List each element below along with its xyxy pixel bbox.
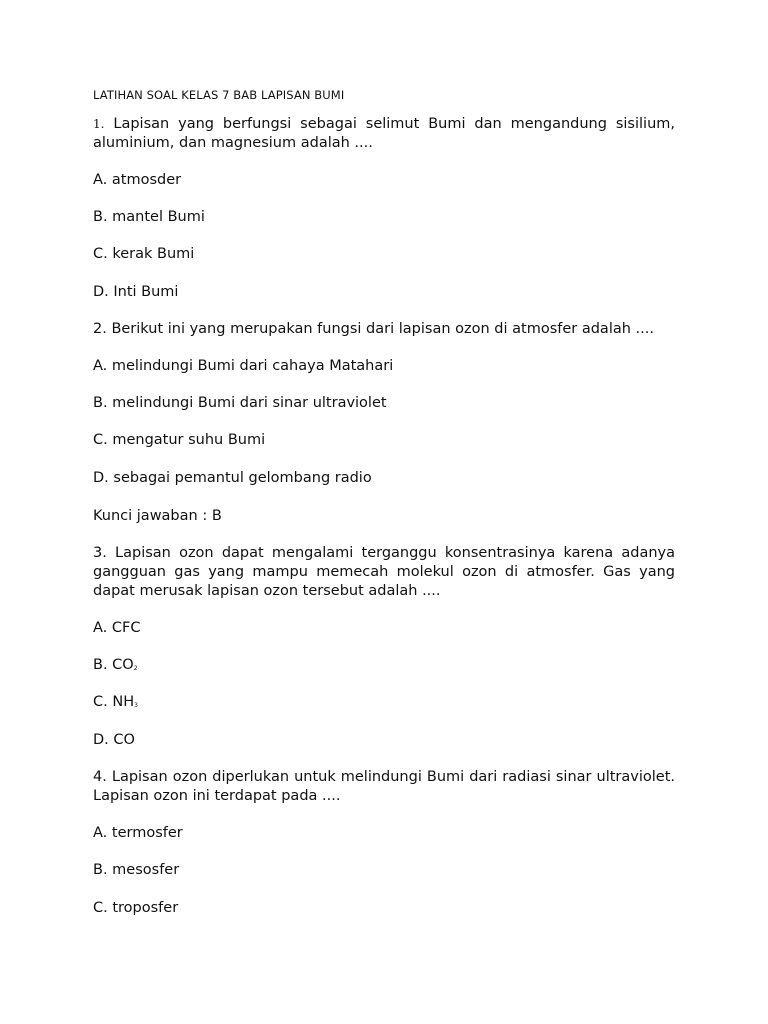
question-2-option-d: D. sebagai pemantul gelombang radio <box>93 470 372 486</box>
question-2-text: 2. Berikut ini yang merupakan fungsi dari lapisan ozon di atmosfer adalah .... <box>93 321 654 337</box>
question-2-answer-key: Kunci jawaban : B <box>93 508 222 524</box>
question-1-option-d: D. Inti Bumi <box>93 284 179 300</box>
document-title: LATIHAN SOAL KELAS 7 BAB LAPISAN BUMI <box>93 88 345 102</box>
document-page <box>93 0 675 1024</box>
question-4-option-a: A. termosfer <box>93 825 183 841</box>
question-4-option-b: B. mesosfer <box>93 862 180 878</box>
question-2-option-c: C. mengatur suhu Bumi <box>93 432 266 448</box>
question-2-option-b: B. melindungi Bumi dari sinar ultraviolet <box>93 395 387 411</box>
question-3-option-b <box>93 656 138 678</box>
question-3-text: 3. Lapisan ozon dapat mengalami terganggu konsentrasinya karena adanya gangguan gas yang mampu memecah molekul ozon di atmosfer. Gas yang dapat merusak lapisan ozon tersebut adalah .... <box>93 545 675 599</box>
question-1-option-a: A. atmosder <box>93 172 182 188</box>
question-1-option-b: B. mantel Bumi <box>93 209 205 225</box>
question-1-text: Lapisan yang berfungsi sebagai selimut Bumi dan mengandung sisilium, aluminium, dan magnesium adalah .... <box>93 116 675 151</box>
question-3-option-a: A. CFC <box>93 620 141 636</box>
question-3-option-c <box>93 693 138 715</box>
question-1 <box>93 115 675 153</box>
question-3-option-c-subscript: 3 <box>134 702 138 709</box>
question-3-option-b-subscript: 2 <box>133 665 138 672</box>
question-4-option-c: C. troposfer <box>93 900 179 916</box>
question-3-option-c-text: C. NH <box>93 694 135 710</box>
question-1-option-c: C. kerak Bumi <box>93 246 195 262</box>
question-3-option-b-text: B. CO <box>93 657 134 673</box>
question-1-number: 1. <box>93 117 105 131</box>
question-4-text: 4. Lapisan ozon diperlukan untuk melindungi Bumi dari radiasi sinar ultraviolet. Lapisan ozon ini terdapat pada .... <box>93 769 675 804</box>
question-2-option-a: A. melindungi Bumi dari cahaya Matahari <box>93 358 394 374</box>
question-3-option-d: D. CO <box>93 732 135 748</box>
